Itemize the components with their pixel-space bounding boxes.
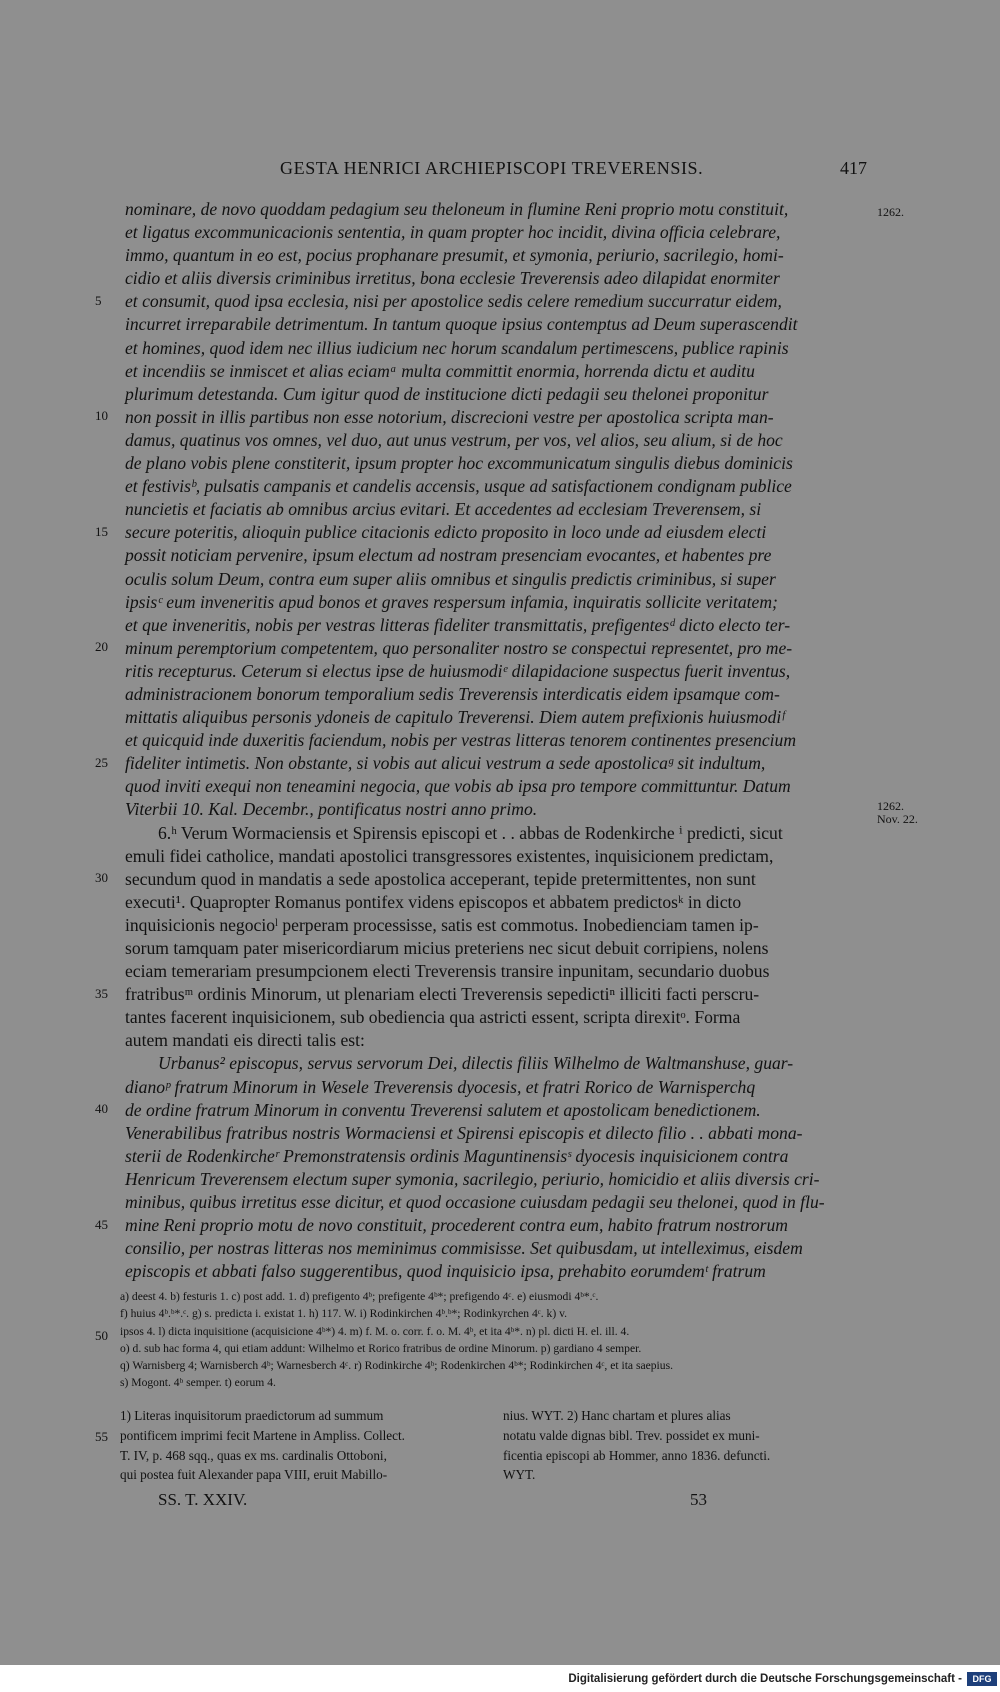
text-line: Urbanus² episcopus, servus servorum Dei, dilectis filiis Wilhelmo de Waltmanshuse, guar- — [158, 1053, 794, 1074]
text-line: administracionem bonorum temporalium sedis Treverensis interdicatis eidem ipsamque com- — [125, 683, 780, 704]
note-line: ficentia episcopi ab Hommer, anno 1836. defuncti. — [503, 1447, 771, 1463]
text-line: damus, quatinus vos omnes, vel duo, aut unus vestrum, per vos, vel alios, seu alium, si de hoc — [125, 429, 783, 450]
text-line: et ligatus excommunicacionis sententia, in quam propter hoc incidit, divina officia celebrare, — [125, 222, 781, 243]
text-line: 6.ʰ Verum Wormaciensis et Spirensis episcopi et . . abbas de Rodenkirche ⁱ predicti, sicut — [158, 822, 783, 843]
margin-date-year: 1262. — [877, 799, 904, 813]
text-line: ritis recepturus. Ceterum si electus ipse de huiusmodiᵉ dilapidacione suspectus fuerit inventus, — [125, 660, 791, 681]
text-line: de plano vobis plene constiterit, ipsum propter hoc excommunicatum singulis diebus dominicis — [125, 453, 793, 474]
notes-right-column — [503, 1406, 879, 1485]
text-line: de ordine fratrum Minorum in conventu Treverensi salutem et apostolicam benedictionem. — [125, 1099, 761, 1120]
footnote-line: s) Mogont. 4ᵇ semper. t) eorum 4. — [120, 1376, 276, 1390]
text-line: tantes facerent inquisicionem, sub obediencia qua astricti essent, scripta direxitᵒ. Forma — [125, 1007, 741, 1028]
text-line: emuli fidei catholice, mandati apostolici transgressores existentes, inquisicionem predictam, — [125, 845, 774, 866]
text-line: Venerabilibus fratribus nostris Wormaciensi et Spirensi episcopis et dilecto filio . . abbati mona- — [125, 1122, 803, 1143]
footnote-line: a) deest 4. b) festuris 1. c) post add. 1. d) prefigento 4ᵇ; prefigente 4ᵇ*; prefigendo 4ᶜ. e) eiusmodi 4ᵇ*.ᶜ. — [120, 1290, 599, 1303]
text-line: episcopis et abbati falso suggerentibus, quod inquisicio ipsa, prehabito eorumdemᵗ fratrum — [125, 1261, 766, 1282]
text-line: et festivisᵇ, pulsatis campanis et candelis accensis, usque ad satisfactionem condignam publice — [125, 476, 792, 497]
signature-mark: SS. T. XXIV. — [158, 1490, 248, 1509]
text-line: Henricum Treverensem electum super symonia, sacrilegio, periurio, homicidio et aliis diversis cri- — [125, 1168, 820, 1189]
text-line: fideliter intimetis. Non obstante, si vobis aut alicui vestrum a sede apostolicaᵍ sit indultum, — [125, 753, 766, 774]
text-line: minum peremptorium competentem, quo personaliter nostro se conspectui representet, pro me- — [125, 637, 793, 658]
text-line: immo, quantum in eo est, pocius prophanare presumit, et symonia, periurio, sacrilegio, homi- — [125, 245, 784, 266]
text-line: secure poteritis, alioquin publice citacionis edicto proposito in loco unde ad eiusdem electi — [125, 522, 767, 543]
text-line: eciam temerariam presumpcionem electi Treverensis transire inpunitam, secundario duobus — [125, 961, 770, 982]
text-line: nuncietis et faciatis ab omnibus arcius evitari. Et accedentes ad ecclesiam Treverensem, si — [125, 499, 762, 520]
page-number: 417 — [840, 158, 867, 178]
text-line: quod inviti exequi non teneamini negocia, que vobis ab ipsa pro tempore committuntur. Datum — [125, 776, 791, 797]
text-line: mine Reni proprio motu de novo constituit, procederent contra eum, habito fratrum nostrorum — [125, 1215, 788, 1236]
footnote-line: q) Warnisberg 4; Warnisberch 4ᵇ; Warnesberch 4ᶜ. r) Rodinkirche 4ᵇ; Rodenkirchen 4ᵇ*; Rodinkirchen 4ᶜ, et ita saepius. — [120, 1359, 673, 1373]
text-line: oculis solum Deum, contra eum super aliis omnibus et singulis predictis criminibus, si super — [125, 568, 776, 589]
footnote-line: ipsos 4. l) dicta inquisitione (acquisicione 4ᵇ*) 4. m) f. M. o. corr. f. o. M. 4ᵇ, et ita 4ᵇ*. n) pl. dicti H. el. ill. 4. — [120, 1324, 630, 1338]
line-number: 35 — [95, 986, 108, 1001]
sheet-number: 53 — [690, 1490, 707, 1509]
text-line: et consumit, quod ipsa ecclesia, nisi per apostolice sedis celere remedium succurratur eidem, — [125, 291, 782, 312]
text-line: consilio, per nostras litteras nos meminimus commisisse. Set quibusdam, ut intelleximus, eisdem — [125, 1238, 803, 1259]
line-number: 25 — [95, 755, 108, 770]
note-line: notatu valde dignas bibl. Trev. possidet ex muni- — [503, 1427, 760, 1443]
credit-text: Digitalisierung gefördert durch die Deutsche Forschungsgemeinschaft - — [568, 1673, 962, 1685]
line-number: 20 — [95, 639, 108, 654]
line-number: 15 — [95, 524, 108, 539]
text-line: sorum tamquam pater misericordiarum micius preteriens nec sicut debuit corripiens, nolens — [125, 938, 769, 958]
text-line: secundum quod in mandatis a sede apostolica acceperant, tepide pretermittentes, non sunt — [125, 868, 756, 889]
text-line: et homines, quod idem nec illius iudicium nec horum scandalum pertimescens, publice rapinis — [125, 337, 789, 358]
line-number: 55 — [95, 1429, 108, 1444]
main-text — [125, 198, 870, 1283]
digitization-credit — [0, 1665, 1000, 1692]
text-line: nominare, de novo quoddam pedagium seu theloneum in flumine Reni proprio motu constituit, — [125, 199, 789, 219]
note-line: pontificem imprimi fecit Martene in Ampliss. Collect. — [120, 1427, 405, 1443]
text-line: fratribusᵐ ordinis Minorum, ut plenariam electi Treverensis sepedictiⁿ illiciti facti perscru- — [125, 984, 760, 1005]
note-line: 1) Literas inquisitorum praedictorum ad summum — [120, 1408, 384, 1423]
note-line: WYT. — [503, 1467, 536, 1483]
text-line: inquisicionis negocioˡ perperam processisse, satis est commotus. Inobedienciam tamen ip- — [125, 914, 759, 935]
text-line: mittatis aliquibus personis ydoneis de capitulo Treverensi. Diem autem prefixionis huiusmodiᶠ — [125, 707, 785, 728]
text-line: plurimum detestanda. Cum igitur quod de institucione dicti pedagii seu thelonei proponitur — [125, 383, 769, 404]
footnote-line: f) huius 4ᵇ.ᵇ*.ᶜ. g) s. predicta i. existat 1. h) 117. W. i) Rodinkirchen 4ᵇ.ᵇ*; Rodinkyrchen 4ᶜ. k) v. — [120, 1307, 568, 1321]
text-line: dianoᵖ fratrum Minorum in Wesele Treverensis dyocesis, et fratri Rorico de Warnisperchq — [125, 1076, 756, 1097]
text-line: sterii de Rodenkircheʳ Premonstratensis ordinis Maguntinensisˢ dyocesis inquisicionem contra — [125, 1145, 789, 1166]
text-line: non possit in illis partibus non esse notorium, discrecioni vestre per apostolica scripta man- — [125, 406, 774, 427]
note-line: T. IV, p. 468 sqq., quas ex ms. cardinalis Ottoboni, — [120, 1447, 387, 1463]
text-line: Viterbii 10. Kal. Decembr., pontificatus nostri anno primo. — [125, 799, 538, 820]
text-line: incurret irreparabile detrimentum. In tantum quoque ipsius contemptus ad Deum superascendit — [125, 314, 798, 335]
margin-date-day: Nov. 22. — [877, 812, 918, 826]
text-line: executi¹. Quapropter Romanus pontifex videns episcopos et abbatem predictosᵏ in dicto — [125, 891, 742, 912]
notes-left-column — [120, 1406, 488, 1485]
line-number: 40 — [95, 1101, 108, 1116]
critical-apparatus — [120, 1288, 880, 1392]
text-line: ipsisᶜ eum inveneritis apud bonos et graves respersum infamia, inquiratis sollicite veritatem; — [125, 591, 778, 612]
note-line: nius. WYT. 2) Hanc chartam et plures alias — [503, 1408, 731, 1423]
note-line: qui postea fuit Alexander papa VIII, eruit Mabillo- — [120, 1467, 388, 1483]
line-number: 50 — [95, 1328, 108, 1343]
line-number: 10 — [95, 408, 108, 423]
text-line: cidio et aliis diversis criminibus irretitus, bona ecclesie Treverensis adeo dilapidat enormiter — [125, 268, 780, 289]
text-line: minibus, quibus irretitus esse dicitur, et quod occasione cuiusdam pedagii seu thelonei, quod in flu- — [125, 1192, 825, 1213]
line-number: 45 — [95, 1217, 108, 1232]
line-number: 30 — [95, 870, 108, 885]
text-line: et que inveneritis, nobis per vestras litteras fideliter transmittatis, prefigentesᵈ dicto electo ter- — [125, 614, 791, 635]
line-number: 5 — [95, 293, 102, 308]
text-line: possit noticiam pervenire, ipsum electum ad nostram presenciam evocantes, et habentes pre — [125, 545, 772, 566]
text-line: et quicquid inde duxeritis faciendum, nobis per vestras litteras tenorem continentes presencium — [125, 730, 797, 751]
margin-year: 1262. — [877, 205, 904, 219]
footnote-line: o) d. sub hac forma 4, qui etiam addunt: Wilhelmo et Rorico fratribus de ordine Minorum. p) gardiano 4 semper. — [120, 1341, 642, 1355]
text-line: et incendiis se inmiscet et alias eciamᵃ multa committit enormia, horrenda dictu et auditu — [125, 360, 755, 381]
text-line: autem mandati eis directi talis est: — [125, 1030, 365, 1051]
dfg-logo-icon: DFG — [967, 1672, 997, 1686]
running-header: GESTA HENRICI ARCHIEPISCOPI TREVERENSIS. — [280, 158, 704, 178]
